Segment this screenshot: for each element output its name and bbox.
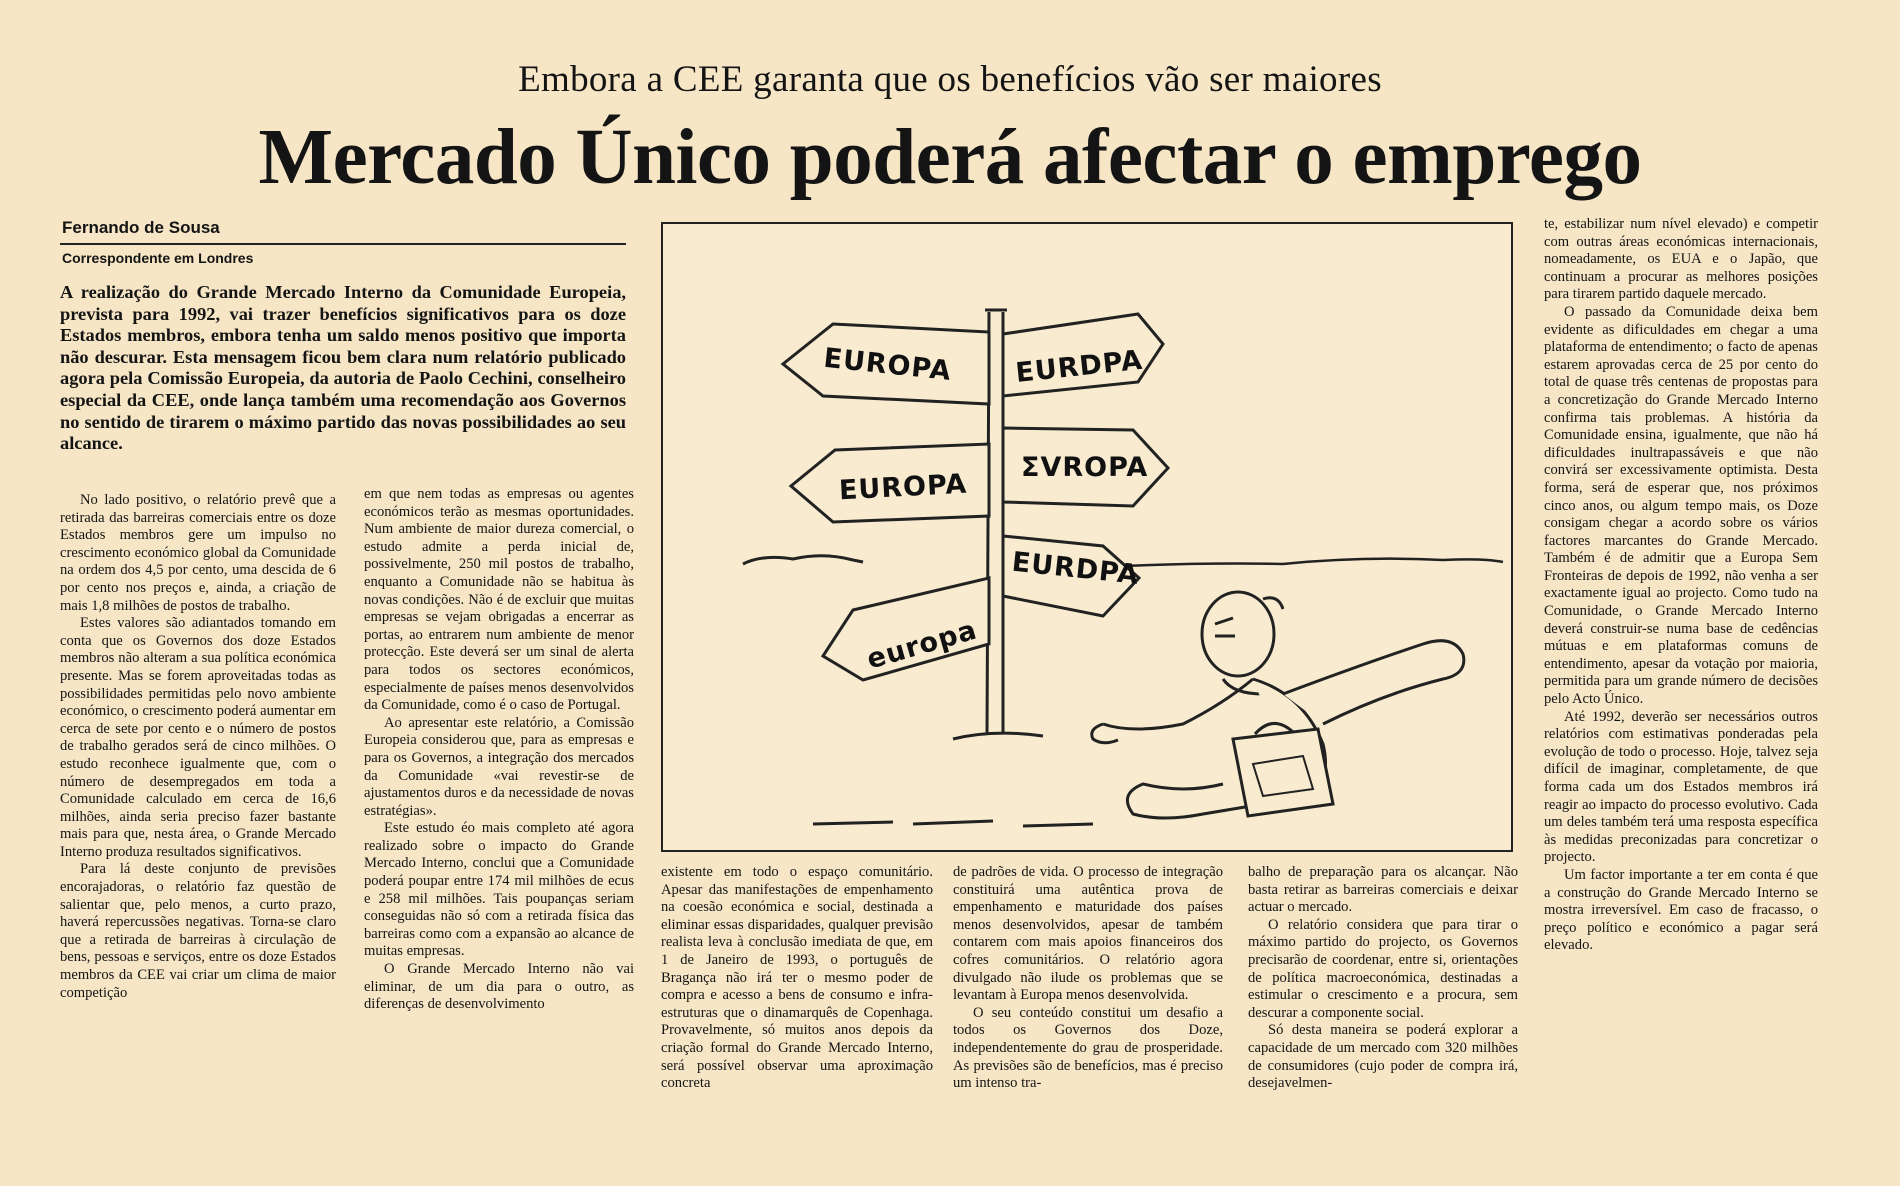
- column-1-paragraph: Estes valores são adiantados tomando em conta que os Governos dos doze Estados membros não alteram a sua política económica presente. Mas se forem aproveitadas todas as possibilidades permitidas pelo novo ambiente económico, o crescimento poderá aumentar em cerca de sete por cento e o número de postos de trabalho gerados será de cinco milhões. O estudo reconhece igualmente que, com o número de desempregados em toda a Comunidade calculado em cerca de 16,6 milhões, ainda seria preciso fazer bastante mais para que, nesta área, o Grande Mercado Interno produza resultados significativos.: [60, 615, 336, 860]
- column-2-paragraph: em que nem todas as empresas ou agentes económicos terão as mesmas oportunidades. Num ambiente de maior dureza comercial, o estudo admite a perda inicial de, possivelmente, 250 mil postos de trabalho, enquanto a Comunidade não se habitua às novas condições. Não é de excluir que muitas empresas se vejam obrigadas a encerrar as portas, ao entrarem num ambiente de menor protecção. Este deverá ser um sinal de alerta para todos os sectores económicos, especialmente de países menos desenvolvidos da Comunidade, como é o caso de Portugal.: [364, 486, 634, 714]
- column-1: [60, 492, 336, 1162]
- column-5-paragraph: Só desta maneira se poderá explorar a capacidade de um mercado com 320 milhões de consumidores (cujo poder de compra irá, desejavelmen-: [1248, 1022, 1518, 1092]
- column-5-paragraph: O relatório considera que para tirar o máximo partido do projecto, os Governos precisarão de coordenar, entre si, orientações de política macroeconómica, destinadas a estimular o crescimento e a procura, sem descurar a componente social.: [1248, 916, 1518, 1021]
- column-3-paragraph: existente em todo o espaço comunitário. Apesar das manifestações de empenhamento na coesão económica e social, destinada a eliminar essas disparidades, qualquer previsão realista leva à conclusão imediata de que, em 1 de Janeiro de 1993, o português de Bragança não irá ter o mesmo poder de compra e acesso a bens de consumo e infra-estruturas que o dinamarquês de Copenhaga. Provavelmente, só muitos anos depois da criação formal do Grande Mercado Interno, será possível observar uma aproximação concreta: [661, 864, 933, 1092]
- author-role: Correspondente em Londres: [62, 250, 254, 266]
- sign-label-2: EURDPA: [1014, 344, 1145, 389]
- column-1-paragraph: No lado positivo, o relatório prevê que a retirada das barreiras comerciais entre os doze Estados membros gere um impulso no crescimento económico global da Comunidade na ordem dos 4,5 por cento, uma descida de 6 por cento nos preços e, ainda, a criação de mais 1,8 milhões de postos de trabalho.: [60, 492, 336, 614]
- column-6: [1544, 216, 1818, 1166]
- column-4-paragraph: de padrões de vida. O processo de integração constituirá uma autêntica prova de empenhamento e maturidade dos países menos desenvolvidos, apesar de também contarem com mais apoios financeiros dos cofres comunitários. O relatório agora divulgado não ilude os problemas que se levantam à Europa menos desenvolvida.: [953, 864, 1223, 1004]
- column-2: [364, 486, 634, 1162]
- byline-rule: [60, 243, 626, 245]
- column-4-paragraph: O seu conteúdo constitui um desafio a todos os Governos dos Doze, independentemente do grau de prosperidade. As previsões são de benefícios, mas é preciso um intenso tra-: [953, 1004, 1223, 1092]
- sign-label-5: EURDPA: [1010, 546, 1141, 591]
- sign-label-4: ΣVROPA: [1021, 452, 1149, 483]
- column-4: [953, 864, 1223, 1164]
- signpost-cartoon: [663, 224, 1511, 850]
- article-kicker: Embora a CEE garanta que os benefícios vão ser maiores: [518, 59, 1382, 100]
- column-2-paragraph: Ao apresentar este relatório, a Comissão Europeia considerou que, para as empresas e para os Governos, a integração dos mercados da Comunidade «vai revestir-se de ajustamentos duros e da necessidade de novas estratégias».: [364, 714, 634, 819]
- column-5-paragraph: balho de preparação para os alcançar. Não basta retirar as barreiras comerciais e deixar actuar o mercado.: [1248, 864, 1518, 916]
- pole-base: [953, 733, 1043, 739]
- sign-label-3: EUROPA: [838, 468, 968, 507]
- briefcase: [1233, 723, 1333, 816]
- column-6-paragraph: O passado da Comunidade deixa bem evidente as dificuldades em chegar a uma plataforma de entendimento; o facto de apenas estarem aprovadas cerca de 25 por cento do total de quase três centenas de propostas para a concretização do Grande Mercado Interno confirma tais problemas. A história da Comunidade ensina, igualmente, que não há dificuldades inultrapassáveis e que não convirá ser excessivamente optimista. Desta forma, será de esperar que, nos próximos cinco anos, ou algum tempo mais, os Doze consigam chegar a acordo sobre os vários factores marcantes do Grande Mercado. Também é de admitir que a Europa Sem Fronteiras de depois de 1992, não venha a ser exactamente igual ao projecto. Como tudo na Comunidade, o Grande Mercado Interno deverá construir-se numa base de cedências mútuas e em plataformas comuns de entendimento, apesar da votação por maioria, permitida para um grande número de decisões pelo Acto Único.: [1544, 303, 1818, 708]
- column-2-paragraph: Este estudo éo mais completo até agora realizado sobre o impacto do Grande Mercado Interno, conclui que a Comunidade poderá poupar entre 174 mil milhões de ecus e 258 mil milhões. Tais poupanças seriam conseguidas não só com a retirada física das barreiras como com a expansão ao alcance de muitas empresas.: [364, 820, 634, 960]
- author-name: Fernando de Sousa: [62, 218, 220, 237]
- article-lead: A realização do Grande Mercado Interno da Comunidade Europeia, prevista para 1992, vai trazer benefícios significativos para os doze Estados membros, embora tenha um saldo menos positivo que importa não descurar. Esta mensagem ficou bem clara num relatório publicado agora pela Comissão Europeia, da autoria de Paolo Cechini, conselheiro especial da CEE, onde lança também uma recomendação aos Governos no sentido de tirarem o máximo partido das novas possibilidades ao seu alcance.: [60, 282, 626, 454]
- column-1-paragraph: Para lá deste conjunto de previsões encorajadoras, o relatório faz questão de salientar que, pelo menos, a curto prazo, haverá repercussões negativas. Torna-se claro que a retirada de barreiras à circulação de bens, pessoas e serviços, entre os doze Estados membros da CEE vai criar um clima de maior competição: [60, 861, 336, 1001]
- article-headline: Mercado Único poderá afectar o emprego: [258, 114, 1642, 201]
- cartoon-illustration: [661, 222, 1513, 852]
- column-6-paragraph: Um factor importante a ter em conta é que a construção do Grande Mercado Interno se mostra irreversível. Em caso de fracasso, o preço político e económico a pagar será elevado.: [1544, 866, 1818, 954]
- column-6-paragraph: te, estabilizar num nível elevado) e competir com outras áreas económicas internacionais, nomeadamente, os EUA e o Japão, que continuam a procurar as melhores posições para tirarem partido daquele mercado.: [1544, 216, 1818, 303]
- column-5: [1248, 864, 1518, 1164]
- ground-lines: [813, 821, 1093, 826]
- sign-label-6: europa: [863, 614, 981, 676]
- sign-label-1: EUROPA: [822, 342, 953, 388]
- column-2-paragraph: O Grande Mercado Interno não vai eliminar, de um dia para o outro, as diferenças de desenvolvimento: [364, 961, 634, 1013]
- horizon-left: [743, 556, 863, 564]
- column-3: [661, 864, 933, 1164]
- column-6-paragraph: Até 1992, deverão ser necessários outros relatórios com estimativas ponderadas pela evolução de todo o processo. Hoje, talvez seja difícil de imaginar, completamente, de que forma cada um dos Estados membros irá reagir ao impacto do processo evolutivo. Cada um deles também terá uma resposta específica às medidas preconizadas para concretizar o projecto.: [1544, 708, 1818, 866]
